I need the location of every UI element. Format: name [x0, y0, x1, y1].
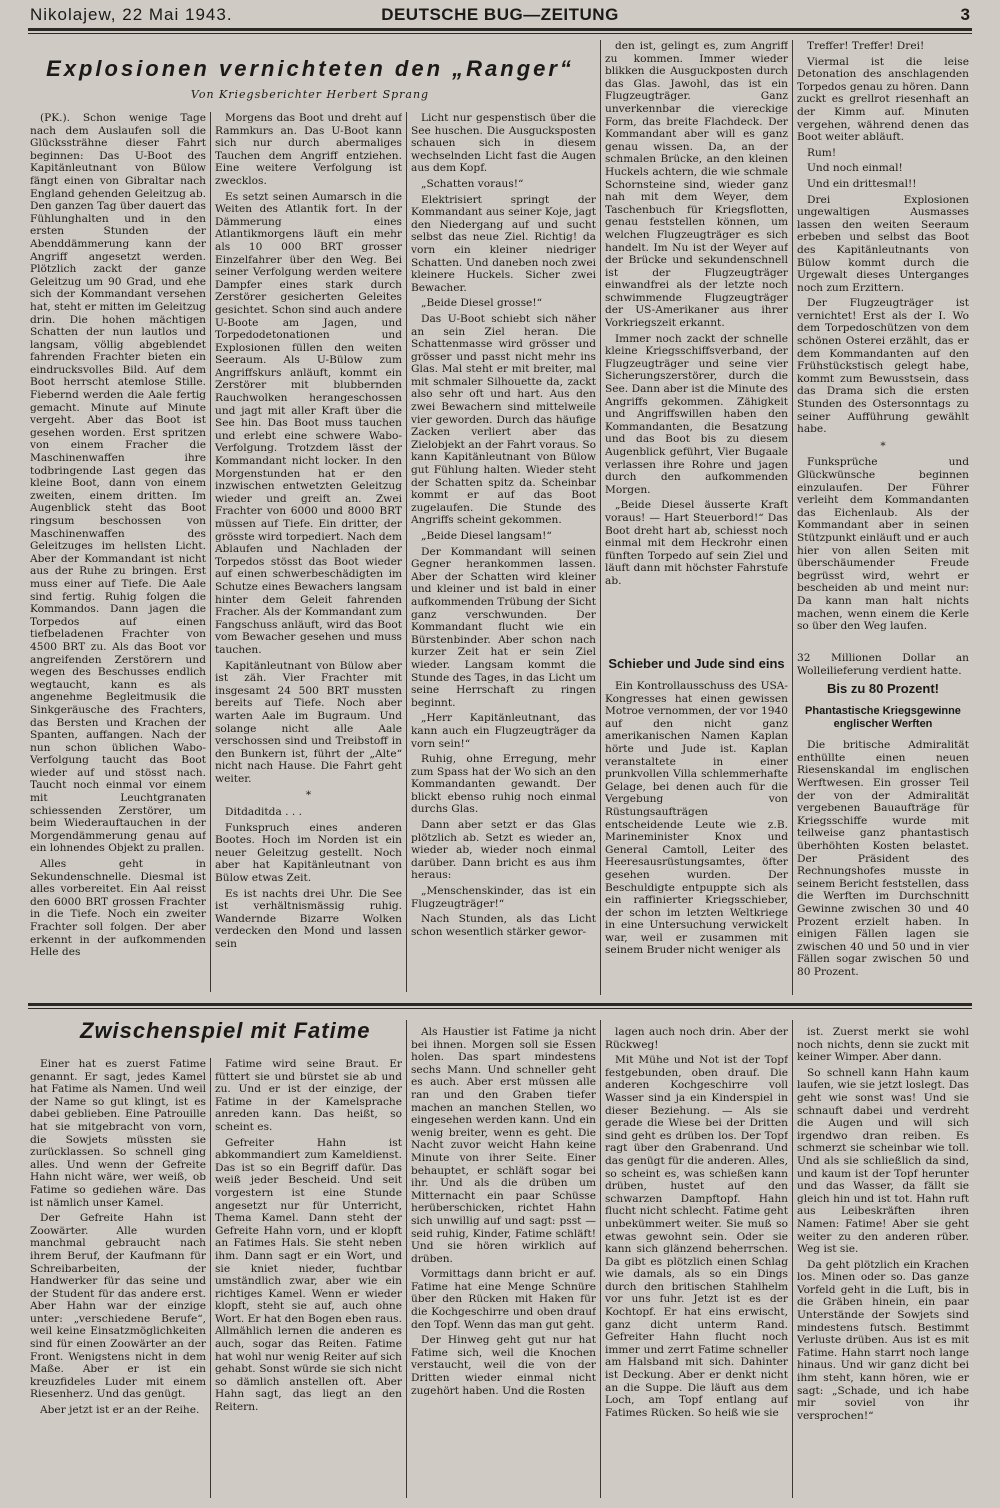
paragraph: Der Flugzeugträger ist vernichtet! Erst als der I. Wo dem Torpedoschützen von dem schönen Osterei erzählt, das er dem Kommandanten auf den Frühstückstisch gelegt habe, kommt zum Bewusstsein, dass das Drama sich die ersten Stunden des Ostersonntags zu seiner Aufführung gewählt habe. [797, 297, 969, 436]
paragraph: Einer hat es zuerst Fatime genannt. Er sagt, jedes Kamel hat Fatime als Namen. Und weil der Name so gut klingt, ist es dabei geblieben. Eine Patrouille hat sie mitgebracht von vorn, die Sowjets müssten sie zurücklassen. So schnell ging alles. Und wenn der Gefreite Hahn nicht wäre, wer weiß, ob Fatime so gediehen wäre. Das ist nämlich unser Kamel. [30, 1058, 206, 1209]
paragraph: „Beide Diesel langsam!“ [421, 530, 552, 542]
paragraph: Und noch einmal! [807, 162, 903, 175]
paragraph: „Beide Diesel äusserte Kraft voraus! — Hart Steuerbord!“ Das Boot dreht hart ab, schiesst noch einmal mit dem Heckrohr einen fünften Torpedo auf sein Ziel und läuft dann mit höchster Fahrstufe ab. [605, 499, 788, 587]
paragraph: Funksprüche und Glückwünsche beginnen einzulaufen. Der Führer verleiht dem Kommandanten das Eichenlaub. Als der Kommandant aber in seinen Stützpunkt einläuft und er auch hier von allen Seiten mit überschäumender Freude begrüsst wird, wehrt er bescheiden ab und meint nur: Da kann man halt nichts machen, wenn einem die Kerle so über den Weg laufen. [797, 456, 969, 633]
paragraph: Als Haustier ist Fatime ja nicht bei ihnen. Morgen soll sie Essen holen. Das spart mindestens sechs Mann. Und schneller geht es auch. Aber erst müssen alle ran und den Graben tiefer machen an manchen Stellen, wo eingesehen werden kann. Und ein wenig breiter, wenn es geht. Die Nacht zuvor weicht Hahn keine Minute von ihrer Seite. Einer behauptet, er schläft sogar bei ihr. Und als die drüben um Mitternacht ein paar Schüsse herüberschicken, richtet Hahn sich unwillig auf und sagt: psst — seid ruhig, Kinder, Fatime schläft! Und sie hören wirklich auf drüben. [411, 1026, 596, 1265]
top-rule-thin [28, 33, 972, 34]
paragraph: Vormittags dann bricht er auf. Fatime hat eine Menge Schnüre über den Rücken mit Haken für die Kochgeschirre und oben drauf den Topf. Wenn das man gut geht. [411, 1268, 596, 1331]
paragraph: Es ist nachts drei Uhr. Die See ist verhältnismässig ruhig. Wandernde Bizarre Wolken verdecken den Mond und lassen sein [215, 887, 402, 950]
paragraph: „Beide Diesel grosse!“ [421, 297, 543, 310]
paragraph: Viermal ist die leise Detonation des anschlagenden Torpedos genau zu hören. Dann zuckt es grellrot riesenhaft an der Kimm auf. Minuten vergehen, während denen das Boot weiter abläuft. [797, 55, 969, 144]
ranger-column-3 [411, 112, 596, 997]
paragraph: Ruhig, ohne Erregung, mehr zum Spass hat der Wo sich an den Kommandanten gewandt. Der blickt ebenso ruhig noch einmal durchs Glas. [411, 753, 596, 816]
paragraph: Der Hinweg geht gut nur hat Fatime sich, weil die Knochen verstaucht, weil die von der Dritten wieder einmal nicht zugehört haben. Und die Rosten [411, 1334, 596, 1397]
ranger-column-4 [605, 40, 788, 646]
paragraph: Alles geht in Sekundenschnelle. Diesmal ist alles vorbereitet. Ein Aal reisst den 6000 BRT grossen Frachter in die Tiefe. Noch ein zweiter Frachter soll folgen. Der aber erkennt in der aufkommenden Helle des [30, 858, 206, 959]
paragraph: Es setzt seinen Aumarsch in die Weiten des Atlantik fort. In der Dämmerung eines Atlantikmorgens läuft ein mehr als 10 000 BRT grosser Einzelfahrer über den Weg. Bei seiner Verfolgung werden weitere Dampfer eines stark durch Zerstörer gesicherten Geleites gesichtet. Schon sind auch andere U-Boote am Jagen, und Torpedodetonationen und Explosionen füllen den weiten Seeraum. Als U-Bülow zum Angriffskurs anläuft, kommt ein Zerstörer mit blubbernden Rauchwolken herangeschossen und jagt mit aller Kraft über die See hin. Das Boot muss tauchen und erlebt eine schwere Wabo-Verfolgung. Trotzdem lässt der Kommandant nicht locker. In den Morgenstunden hat er den inzwischen entwetzten Geleitzug wieder und greift an. Zwei Frachter von 6000 und 8000 BRT müssen auf Tiefe. Ein dritter, der grösste wird torpediert. Nach dem Ablaufen und Nachladen der Torpedos stösst das Boot wieder auf einen schwerbeschädigten im Schutze eines Bewachers langsam hinter dem Geleit fahrenden Fracher. Als der Kommandant zum Fangschuss anläuft, wird das Boot vom Bewacher gesehen und muss tauchen. [215, 190, 402, 656]
paragraph: „Herr Kapitänleutnant, das kann auch ein Flugzeugträger da vorn sein!“ [411, 712, 596, 750]
paragraph: Morgens das Boot und dreht auf Rammkurs an. Das U-Boot kann sich nur durch abermaliges Tauchen dem Angriff entziehen. Eine weitere Verfolgung ist zwecklos. [215, 112, 402, 187]
paragraph: Treffer! Treffer! Drei! [807, 40, 925, 52]
column-divider [406, 112, 407, 992]
ranger-column-2 [215, 112, 402, 997]
paragraph: Und ein drittesmal!! [807, 177, 917, 190]
paragraph: (PK.). Schon wenige Tage nach dem Auslaufen soll die Glückssträhne dieser Fahrt beginnen: Das U-Boot des Kapitänleutnant von Bülow fängt einen von Gibraltar nach England gehenden Geleitzug ab. Den ganzen Tag über dauert das Fühlunghalten und in den ersten Stunden der Abenddämmerung kann der Angriff angesetzt werden. Plötzlich zackt der ganze Geleitzug um 90 Grad, und ehe sich der Kommandant versehen hat, steht er mitten im Geleitzug drin. Die hohen mächtigen Schatten der nun lautlos und langsam, völlig abgeblendet fahrenden Frachter bieten ein eindrucksvolles Bild. Auf dem Boot herrscht atemlose Stille. Fiebernd werden die Aale fertig gemacht. Minute auf Minute vergeht. Aber das Boot ist gesehen worden. Erst spritzen von einem Fracher die Maschinenwaffen ihre todbringende Last gegen das kleine Boot, dann von einem zweiten, einem dritten. Im Augenblick steht das Boot ringsum beschossen von Maschinenwaffen des Geleitzuges im hellsten Licht. Aber der Kommandant ist nicht aus der Ruhe zu bringen. Erst muss einer auf Tiefe. Die Aale sind fertig. Ruhig folgen die Kommandos. Dann jagen die Torpedos auf einen tiefbeladenen Frachter von 4500 BRT zu. Als das Boot vor angreifenden Zerstörern und wegen des Beschusses endlich wegtaucht, kann es als angenehme Begleitmusik die Sinkgeräusche des Frachters, das Bersten und Krachen der Spanten, auffangen. Nach der nun schon üblichen Wabo-Verfolgung taucht das Boot wieder auf und stösst nach. Taucht noch einmal vor einem mit Leuchtgranaten schiessenden Zerstörer, um beim Wiederauftauchen in der Morgendämmerung genau auf ein lohnendes Objekt zu prallen. [30, 112, 206, 855]
column-divider [210, 1058, 211, 1498]
paragraph: Drei Explosionen ungewaltigen Ausmasses lassen den weiten Seeraum erbeben und selbst das Boot des Kapitänleutnants von Bülow kommt durch die Urgewalt dieses Unterganges noch zum Erzittern. [797, 193, 969, 294]
column-divider [406, 1020, 407, 1498]
column-divider [600, 40, 601, 995]
paragraph: Aber jetzt ist er an der Reihe. [40, 1404, 200, 1417]
paragraph: Elektrisiert springt der Kommandant aus seiner Koje, jagt den Niedergang auf und sucht selbst das neue Ziel. Richtig! da vorn ein kleiner niedriger Schatten. Und daneben noch zwei kleinere Huckels. Sicher zwei Bewacher. [411, 193, 596, 294]
fatime-column-3 [411, 1026, 596, 1498]
paragraph: Ditdaditda . . . [225, 806, 302, 819]
paragraph: Da geht plötzlich ein Krachen los. Minen oder so. Das ganze Vorfeld geht in die Luft, bis in die Gräben hinein, ein paar Unterstände der Sowjets sind mindestens futsch. Bestimmt Verluste drüben. Aus ist es mit Fatime. Hahn starrt noch lange hinaus. Und wir ganz dicht bei ihm steht, kann hören, wie er sagt: „Schade, und ich habe mir soviel von ihr versprochen!“ [797, 1258, 969, 1422]
paragraph: den ist, gelingt es, zum Angriff zu kommen. Immer wieder blikken die Ausguckposten durch das Glas. Jawohl, das ist ein Flugzeugträger. Ganz unverkennbar die viereckige Form, das breite Flachdeck. Der Kommandant aber will es ganz genau wissen. Da, an der schmalen Brücke, an den kleinen Huckels achtern, die wie schmale Schornsteine sind, wieder ganz nah mit dem Weyer, dem Taschenbuch für Kriegsflotten, genau feststellen können, um welchen Flugzeugträger es sich handelt. Im Nu ist der Weyer auf der Brücke und sekundenschnell ist der Flugzeugträger einwandfrei als der letzte noch schwimmende Flugzeugträger der US-Amerikaner aus ihrer Vorkriegszeit erkannt. [605, 40, 788, 330]
paragraph: Funkspruch eines anderen Bootes. Hoch im Norden ist ein neuer Geleitzug gestellt. Noch aber hat Kapitänleutnant von Bülow etwas Zeit. [215, 821, 402, 885]
fatime-column-2 [215, 1058, 402, 1498]
bis80-headline: Bis zu 80 Prozent! [827, 681, 939, 697]
paragraph: Nach Stunden, als das Licht schon wesentlich stärker gewor- [411, 913, 596, 938]
paragraph: Ein Kontrollausschuss des USA-Kongresses hat einen gewissen Motroe vernommen, der vor 1940 auf den nicht ganz amerikanischen Namen Kaplan hörte und Jude ist. Kaplan veranstaltete in einer prunkvollen Villa schlemmerhafte Gelage, bei denen auch für die Vergebung von Rüstungsaufträgen entscheidende Leute wie z.B. Marineminister Knox und General Camtoll, Leiter des Heeresausrüstungsamtes, öfter gesehen wurden. Der Beschuldigte entpuppte sich als ein raffinierter Kriegsschieber, der schon im letzten Weltkriege in eine Untersuchung verwickelt war, weil er zusammen mit seinem Bruder nicht weniger als [605, 680, 788, 957]
paragraph: ist. Zuerst merkt sie wohl noch nichts, denn sie zuckt mit keiner Wimper. Aber dann. [797, 1026, 969, 1064]
schieber-headline: Schieber und Jude sind eins [608, 656, 785, 671]
page-number: 3 [960, 5, 970, 24]
paragraph: Gefreiter Hahn ist abkommandiert zum Kameldienst. Das ist so ein Begriff dafür. Das weiß jeder Bescheid. Und seit vorgestern ist eine Stunde angesetzt nur für Unterricht, Thema Kamel. Dann steht der Gefreite Hahn vorn, und er klopft an Fatimes Hals. Sie steht neben ihm. Dann sagt er ein Wort, und sie kniet nieder, fuchtbar umständlich zwar, aber wie ein richtiges Kamel. Wenn er wieder klopft, steht sie auf, auch ohne Wort. Er hat den Bogen eben raus. Allmählich lernen die anderen es auch, sogar das Reiten. Fatime hat wohl nur wenig Reiter auf sich gehabt. Sonst würde sie sich nicht so dämlich anstellen oft. Aber Hahn sagt, das liegt an den Reitern. [215, 1136, 402, 1414]
paragraph: Die britische Admiralität enthüllte einen neuen Riesenskandal im englischen Werftwesen. Ein grosser Teil der von der Admiralität vergebenen Bauaufträge für Kriegsschiffe wurde mit teilweise ganz phantastisch überhöhten Kosten belastet. Der Präsident des Rechnungshofes musste in seinem Bericht feststellen, dass die Werften im Durchschnitt Gewinne zwischen 30 und 40 Prozent erzielt haben. In einigen Fällen lagen sie zwischen 40 und 50 und in vier Fällen sogar zwischen 50 und 80 Prozent. [797, 739, 969, 978]
ranger-column-5 [797, 40, 969, 640]
masthead [30, 5, 970, 29]
paragraph: Kapitänleutnant von Bülow aber ist zäh. Vier Frachter mit insgesamt 24 500 BRT mussten bereits auf Tiefe. Noch aber warten Aale im Bugraum. Und solange nicht alle Aale verschossen sind und Treibstoff in den Bunkern ist, führt der „Alte“ nicht nach Hause. Die Fahrt geht weiter. [215, 659, 402, 785]
paragraph: lagen auch noch drin. Aber der Rückweg! [605, 1026, 788, 1051]
bis80-article [797, 652, 969, 997]
column-divider [210, 112, 211, 992]
paragraph: Immer noch zackt der schnelle kleine Kriegsschiffsverband, der Flugzeugträger und seine vier Sicherungszerstörer, durch die See. Dann aber ist die Minute des Angriffs gekommen. Zähigkeit und Angriffswillen haben den Kommandanten, die Besatzung und das Boot bis zu diesem Augenblick geführt, Vier Bugaale verlassen ihre Rohre und jagen durch den aufkommenden Morgen. [605, 332, 788, 496]
section-star: * [880, 439, 886, 452]
fatime-column-5 [797, 1026, 969, 1498]
ranger-headline: Explosionen vernichteten den „Ranger“ [46, 56, 574, 81]
paragraph: Der Kommandant will seinen Gegner herankommen lassen. Aber der Schatten wird kleiner und kleiner und ist bald in einer aufkommenden Trübung der Sicht ganz verschwunden. Der Kommandant flucht wie ein Bürstenbinder. Aber schon nach kurzer Zeit hat er sein Ziel wieder. Langsam kommt die Stunde des Tages, in das Licht um seine Herrschaft zu ringen beginnt. [411, 545, 596, 709]
paragraph: „Menschenskinder, das ist ein Flugzeugträger!“ [411, 885, 596, 910]
schieber-continuation: 32 Millionen Dollar an Wolleilieferung verdient hatte. [797, 652, 969, 677]
paragraph: „Schatten voraus!“ [421, 177, 524, 190]
paragraph: Fatime wird seine Braut. Er füttert sie und bürstet sie ab und zu. Und er ist der einzige, der Fatime in der Kamelsprache anreden kann. Das heißt, so scheint es. [215, 1058, 402, 1133]
paragraph: Der Gefreite Hahn ist Zoowärter. Alle wurden manchmal gebraucht nach ihrem Beruf, der Kaufmann für Schreibarbeiten, der Handwerker für das seine und der Student für das andere erst. Aber Hahn war der einzige unter: „verschiedene Berufe“, weil keine Einsatzmöglichkeiten sind für einen Zoowärter an der Front. Wenigstens nicht in dem Maße. Aber er ist ein kreuzfideles Luder mit einem Riesenherz. Und das genügt. [30, 1212, 206, 1401]
section-rule [28, 1003, 972, 1006]
section-rule-thin [28, 1008, 972, 1009]
fatime-column-1 [30, 1058, 206, 1498]
paragraph: Licht nur gespenstisch über die See huschen. Die Ausgucksposten schauen sich in diesem wechselnden Licht fast die Augen aus dem Kopf. [411, 112, 596, 175]
paragraph: Rum! [807, 146, 837, 159]
ranger-byline: Von Kriegsberichter Herbert Sprang [190, 88, 430, 101]
column-divider [600, 1020, 601, 1498]
section-star: * [305, 789, 312, 802]
fatime-column-4 [605, 1026, 788, 1498]
paragraph: So schnell kann Hahn kaum laufen, wie sie jetzt loslegt. Das geht wie sonst was! Und sie schnauft dabei und verdreht die Augen und will sich irgendwo dran reiben. Es schmerzt sie scheinbar wie toll. Und als sie schließlich da sind, und kaum ist der Topf herunter und das Wasser, da fällt sie gleich hin und ist tot. Hahn ruft aus Leibeskräften ihren Namen: Fatime! Aber sie geht weiter zu den anderen rüber. Weg ist sie. [797, 1066, 969, 1256]
ranger-column-1 [30, 112, 206, 997]
bis80-subhead: Phantastische Kriegsgewinne englischer Werften [805, 705, 961, 731]
column-divider [792, 40, 793, 995]
masthead-place-date: Nikolajew, 22 Mai 1943. [30, 5, 233, 24]
paragraph: Das U-Boot schiebt sich näher an sein Ziel heran. Die Schattenmasse wird grösser und grösser und passt nicht mehr ins Glas. Mal steht er mit breiter, mal mit schmaler Silhouette da, zackt also sehr oft und hart. Aus den zwei Bewachern sind mittelweile vier geworden. Durch das häufige Zacken verliert aber das Zielobjekt an der Fahrt voraus. So kann Kapitänleutnant von Bülow gut Fühlung halten. Wieder steht der Schatten spitz da. Scheinbar kommt er auf das Boot zugelaufen. Die Stunde des Angriffs scheint gekommen. [411, 312, 596, 527]
schieber-article [605, 652, 788, 997]
column-divider [792, 1020, 793, 1498]
paragraph: Mit Mühe und Not ist der Topf festgebunden, oben drauf. Die anderen Kochgeschirre voll Wasser sind ja ein Kinderspiel in dieser Beziehung. — Als sie gerade die Wiese bei der Dritten sind geht es drüben los. Der Topf ragt über den Grabenrand. Und das genügt für die anderen. Alles, so scheint es, was schießen kann drüben, hustet auf den schwarzen Dampftopf. Hahn flucht nicht schlecht. Fatime geht unbekümmert weiter. Sie muß so etwas gewohnt sein. Oder sie kann sich glänzend beherrschen. Da gibt es plötzlich einen Schlag wie damals, als so ein Dings durch den britischen Stahlhelm vor uns fuhr. Jetzt ist es der Kochtopf. Er hat eins erwischt, ganz dicht unterm Rand. Gefreiter Hahn flucht noch immer und zerrt Fatime schneller am Halsband mit sich. Dahinter ist Deckung. Aber er denkt nicht an die Suppe. Die läuft aus dem Loch, am Topf entlang auf Fatimes Rücken. So heiß wie sie [605, 1054, 788, 1419]
paragraph: Dann aber setzt er das Glas plötzlich ab. Setzt es wieder an, wieder ab, wieder noch einmal darüber. Dann bricht es aus ihm heraus: [411, 819, 596, 882]
top-rule [28, 28, 972, 31]
fatime-headline: Zwischenspiel mit Fatime [80, 1018, 371, 1043]
masthead-title: DEUTSCHE BUG—ZEITUNG [381, 5, 619, 24]
